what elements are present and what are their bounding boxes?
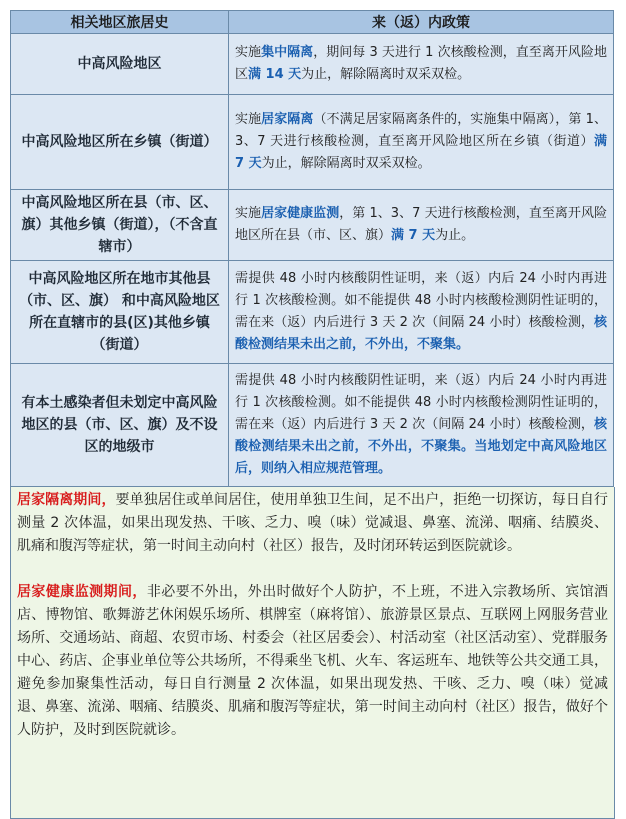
policy-highlight: 居家健康监测 xyxy=(261,206,340,221)
table-row xyxy=(11,34,614,95)
table-row xyxy=(11,95,614,190)
policy-text: 实施 xyxy=(235,206,262,221)
policy-text: 需提供 48 小时内核酸阴性证明，来（返）内后 24 小时内再进行 1 次核酸检测。如不能提供 48 小时内核酸检测阴性证明的，需在来（返）内后进行 3 天 2 次（间隔 24 小时）核酸检测， xyxy=(235,271,607,330)
policy-highlight: 居家隔离 xyxy=(261,112,314,127)
health-monitor-title: 居家健康监测期间， xyxy=(17,584,147,600)
policy-highlight: 核酸检测结果未出之前，不外出，不聚集。 xyxy=(235,315,607,352)
policy-text: 实施 xyxy=(235,112,262,127)
policy-table xyxy=(10,10,614,487)
region-cell: 有本土感染者但未划定中高风险地区的县（市、区、旗）及不设区的地级市 xyxy=(11,364,229,487)
policy-cell xyxy=(229,364,614,487)
policy-highlight: 集中隔离 xyxy=(261,45,314,60)
policy-highlight: 满 7 天 xyxy=(235,134,607,171)
policy-text: 需提供 48 小时内核酸阴性证明，来（返）内后 24 小时内再进行 1 次核酸检测。如不能提供 48 小时内核酸检测阴性证明的，需在来（返）内后进行 3 天 2 次（间隔 24 小时）核酸检测， xyxy=(235,373,607,432)
region-cell: 中高风险地区所在县（市、区、旗）其他乡镇（街道），（不含直辖市） xyxy=(11,190,229,261)
policy-cell xyxy=(229,261,614,364)
policy-highlight: 满 14 天 xyxy=(248,67,302,82)
policy-text: ，第 1、3、7 天进行核酸检测，直至离开风险地区所在县（市、区、旗） xyxy=(235,206,607,243)
policy-text: ，期间每 3 天进行 1 次核酸检测，直至离开风险地区 xyxy=(235,45,607,82)
table-row xyxy=(11,364,614,487)
home-isolation-text: 要单独居住或单间居住，使用单独卫生间，足不出户，拒绝一切探访，每日自行测量 2 次体温，如果出现发热、干咳、乏力、嗅（味）觉减退、鼻塞、流涕、咽痛、结膜炎、肌痛和腹泻等症状，第一时间主动向村（社区）报告，及时闭环转运到医院就诊。 xyxy=(17,492,609,554)
health-monitor-text: 非必要不外出，外出时做好个人防护，不上班，不进入宗教场所、宾馆酒店、博物馆、歌舞游艺休闲娱乐场所、棋牌室（麻将馆）、旅游景区景点、互联网上网服务营业场所、交通场站、商超、农贸市场、村委会（社区居委会）、村活动室（社区活动室）、党群服务中心、药店、企事业单位等公共场所，不得乘坐飞机、火车、客运班车、地铁等公共交通工具，避免参加聚集性活动，每日自行测量 2 次体温，如果出现发热、干咳、乏力、嗅（味）觉减退、鼻塞、流涕、咽痛、结膜炎、肌痛和腹泻等症状，第一时间主动向村（社区）报告，做好个人防护，及时到医院就诊。 xyxy=(17,584,609,738)
policy-cell xyxy=(229,190,614,261)
policy-text: 为止，解除隔离时双采双检。 xyxy=(301,67,471,82)
policy-text: 为止。 xyxy=(435,228,475,243)
region-cell: 中高风险地区所在乡镇（街道） xyxy=(11,95,229,190)
policy-document xyxy=(10,10,613,819)
policy-cell xyxy=(229,34,614,95)
header-history: 相关地区旅居史 xyxy=(11,11,229,34)
health-monitor-note xyxy=(17,581,608,742)
header-policy: 来（返）内政策 xyxy=(229,11,614,34)
policy-highlight: 满 7 天 xyxy=(391,228,436,243)
home-isolation-title: 居家隔离期间， xyxy=(17,492,116,508)
policy-text: （不满足居家隔离条件的，实施集中隔离），第 1、3、7 天进行核酸检测，直至离开风险地区所在乡镇（街道） xyxy=(235,112,607,149)
policy-cell xyxy=(229,95,614,190)
policy-text: 为止，解除隔离时双采双检。 xyxy=(261,156,431,171)
policy-highlight: 核酸检测结果未出之前，不外出，不聚集。当地划定中高风险地区后，则纳入相应规范管理。 xyxy=(235,417,607,476)
table-row xyxy=(11,190,614,261)
table-header-row xyxy=(11,11,614,34)
home-isolation-note xyxy=(17,489,608,558)
policy-text: 实施 xyxy=(235,45,262,60)
region-cell: 中高风险地区 xyxy=(11,34,229,95)
notes-section xyxy=(10,487,615,819)
region-cell: 中高风险地区所在地市其他县（市、区、旗） 和中高风险地区所在直辖市的县(区)其他乡镇（街道） xyxy=(11,261,229,364)
table-row xyxy=(11,261,614,364)
